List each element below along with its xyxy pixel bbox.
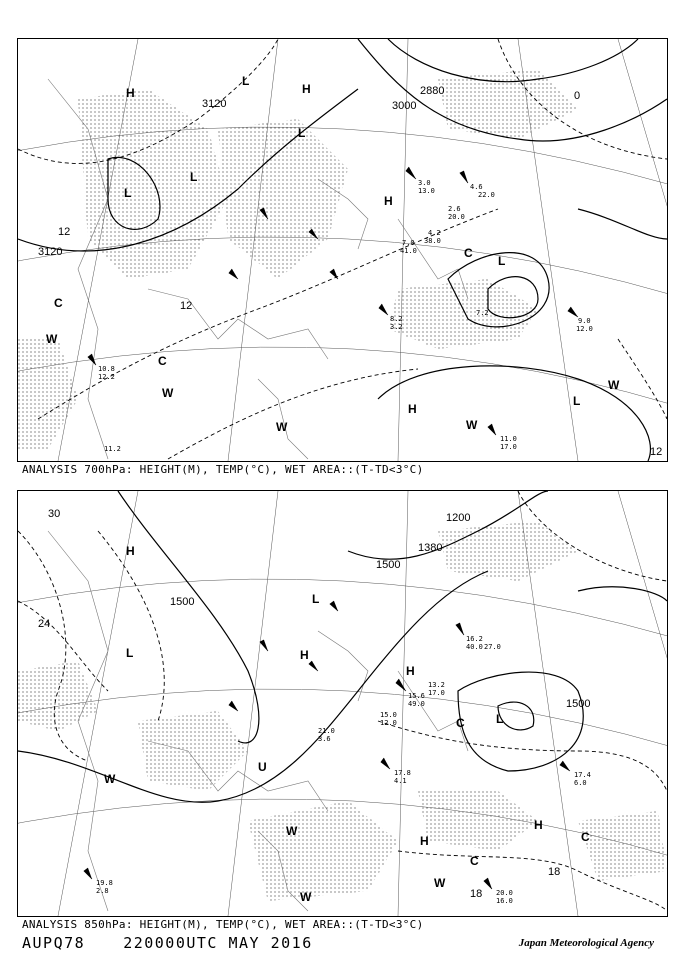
agency-credit: Japan Meteorological Agency	[518, 937, 654, 949]
station-value: 12.2	[98, 373, 115, 381]
station-value: 2.6	[448, 205, 461, 213]
system-label: C	[464, 246, 473, 260]
station-value: 7.0	[402, 239, 415, 247]
station-value: 2.8	[96, 887, 109, 895]
system-label: W	[162, 386, 174, 400]
system-label: W	[608, 378, 620, 392]
station-value: 20.0	[496, 889, 513, 897]
contour-label: 18	[470, 888, 483, 900]
system-label: H	[408, 402, 417, 416]
station-value: 4.6	[470, 183, 483, 191]
map-850hpa	[17, 490, 668, 917]
contour-label: 30	[48, 508, 61, 520]
contour-label: 1200	[446, 512, 471, 524]
station-value: 10.8	[98, 365, 115, 373]
contour-label: 18	[548, 866, 561, 878]
system-label: W	[104, 772, 116, 786]
contour-label: 1500	[170, 596, 195, 608]
station-value: 16.2	[466, 635, 483, 643]
system-label: L	[573, 394, 581, 408]
station-value: 11.0	[500, 435, 517, 443]
system-label: H	[300, 648, 309, 662]
contour-label: 24	[38, 618, 51, 630]
station-value: 15.0	[380, 711, 397, 719]
station-value: 8.2	[390, 315, 403, 323]
system-label: C	[456, 716, 465, 730]
chart-code: AUPQ78	[22, 934, 86, 952]
station-value: 17.0	[428, 689, 445, 697]
contour-label: 3120	[38, 246, 63, 258]
station-value: 40.0	[466, 643, 483, 651]
system-label: W	[46, 332, 58, 346]
caption-700hpa: ANALYSIS 700hPa: HEIGHT(M), TEMP(°C), WET AREA::(T-TD<3°C)	[22, 463, 424, 476]
system-label: L	[126, 646, 134, 660]
system-label: H	[126, 544, 135, 558]
station-value: 12.0	[380, 719, 397, 727]
system-label: L	[496, 712, 504, 726]
system-label: W	[276, 420, 288, 434]
station-value: 21.0	[318, 727, 335, 735]
contour-label: 1500	[376, 559, 401, 571]
contour-label: 3120	[202, 98, 227, 110]
system-label: W	[434, 876, 446, 890]
contour-label: 1500	[566, 698, 591, 710]
system-label: H	[384, 194, 393, 208]
station-value: 6.0	[574, 779, 587, 787]
station-value: 7.2	[476, 309, 489, 317]
station-value: 19.8	[96, 879, 113, 887]
station-value: 41.0	[400, 247, 417, 255]
station-value: 13.0	[418, 187, 435, 195]
station-value: 17.4	[574, 771, 591, 779]
map-700hpa	[17, 38, 668, 462]
station-value: 49.0	[408, 700, 425, 708]
system-label: W	[466, 418, 478, 432]
system-label: W	[300, 890, 312, 904]
system-label: L	[190, 170, 198, 184]
station-value: 17.8	[394, 769, 411, 777]
contour-label: 3000	[392, 100, 417, 112]
station-value: 27.0	[484, 643, 501, 651]
station-value: 3.2	[390, 323, 403, 331]
station-value: 3.0	[418, 179, 431, 187]
contour-label: 12	[650, 446, 663, 458]
station-value: 15.6	[408, 692, 425, 700]
station-value: 4.1	[394, 777, 407, 785]
system-label: C	[158, 354, 167, 368]
system-label: W	[286, 824, 298, 838]
map-700hpa-canvas	[18, 39, 667, 461]
station-value: 9.0	[578, 317, 591, 325]
station-value: 17.0	[500, 443, 517, 451]
map-850hpa-canvas	[18, 491, 667, 916]
station-value: 20.0	[448, 213, 465, 221]
height-contours	[18, 491, 667, 802]
station-value: 3.6	[318, 735, 331, 743]
system-label: U	[258, 760, 267, 774]
system-label: L	[124, 186, 132, 200]
contour-label: 2880	[420, 85, 445, 97]
system-label: H	[302, 82, 311, 96]
contour-label: 12	[58, 226, 71, 238]
station-value: 16.0	[496, 897, 513, 905]
station-value: 38.0	[424, 237, 441, 245]
station-value: 22.0	[478, 191, 495, 199]
system-label: H	[534, 818, 543, 832]
station-value: 11.2	[104, 445, 121, 453]
system-label: L	[242, 74, 250, 88]
system-label: L	[312, 592, 320, 606]
system-label: H	[126, 86, 135, 100]
system-label: H	[406, 664, 415, 678]
chart-id-line	[22, 934, 351, 952]
system-label: L	[498, 254, 506, 268]
station-value: 4.2	[428, 229, 441, 237]
system-label: C	[54, 296, 63, 310]
system-label: H	[420, 834, 429, 848]
contour-label: 1380	[418, 542, 443, 554]
system-label: L	[298, 126, 306, 140]
station-value: 12.0	[576, 325, 593, 333]
station-value: 13.2	[428, 681, 445, 689]
contour-label: 0	[574, 90, 581, 102]
contour-label: 12	[180, 300, 193, 312]
caption-850hpa: ANALYSIS 850hPa: HEIGHT(M), TEMP(°C), WET AREA::(T-TD<3°C)	[22, 918, 424, 931]
system-label: C	[470, 854, 479, 868]
system-label: C	[581, 830, 590, 844]
valid-time: 220000UTC MAY 2016	[123, 934, 313, 952]
